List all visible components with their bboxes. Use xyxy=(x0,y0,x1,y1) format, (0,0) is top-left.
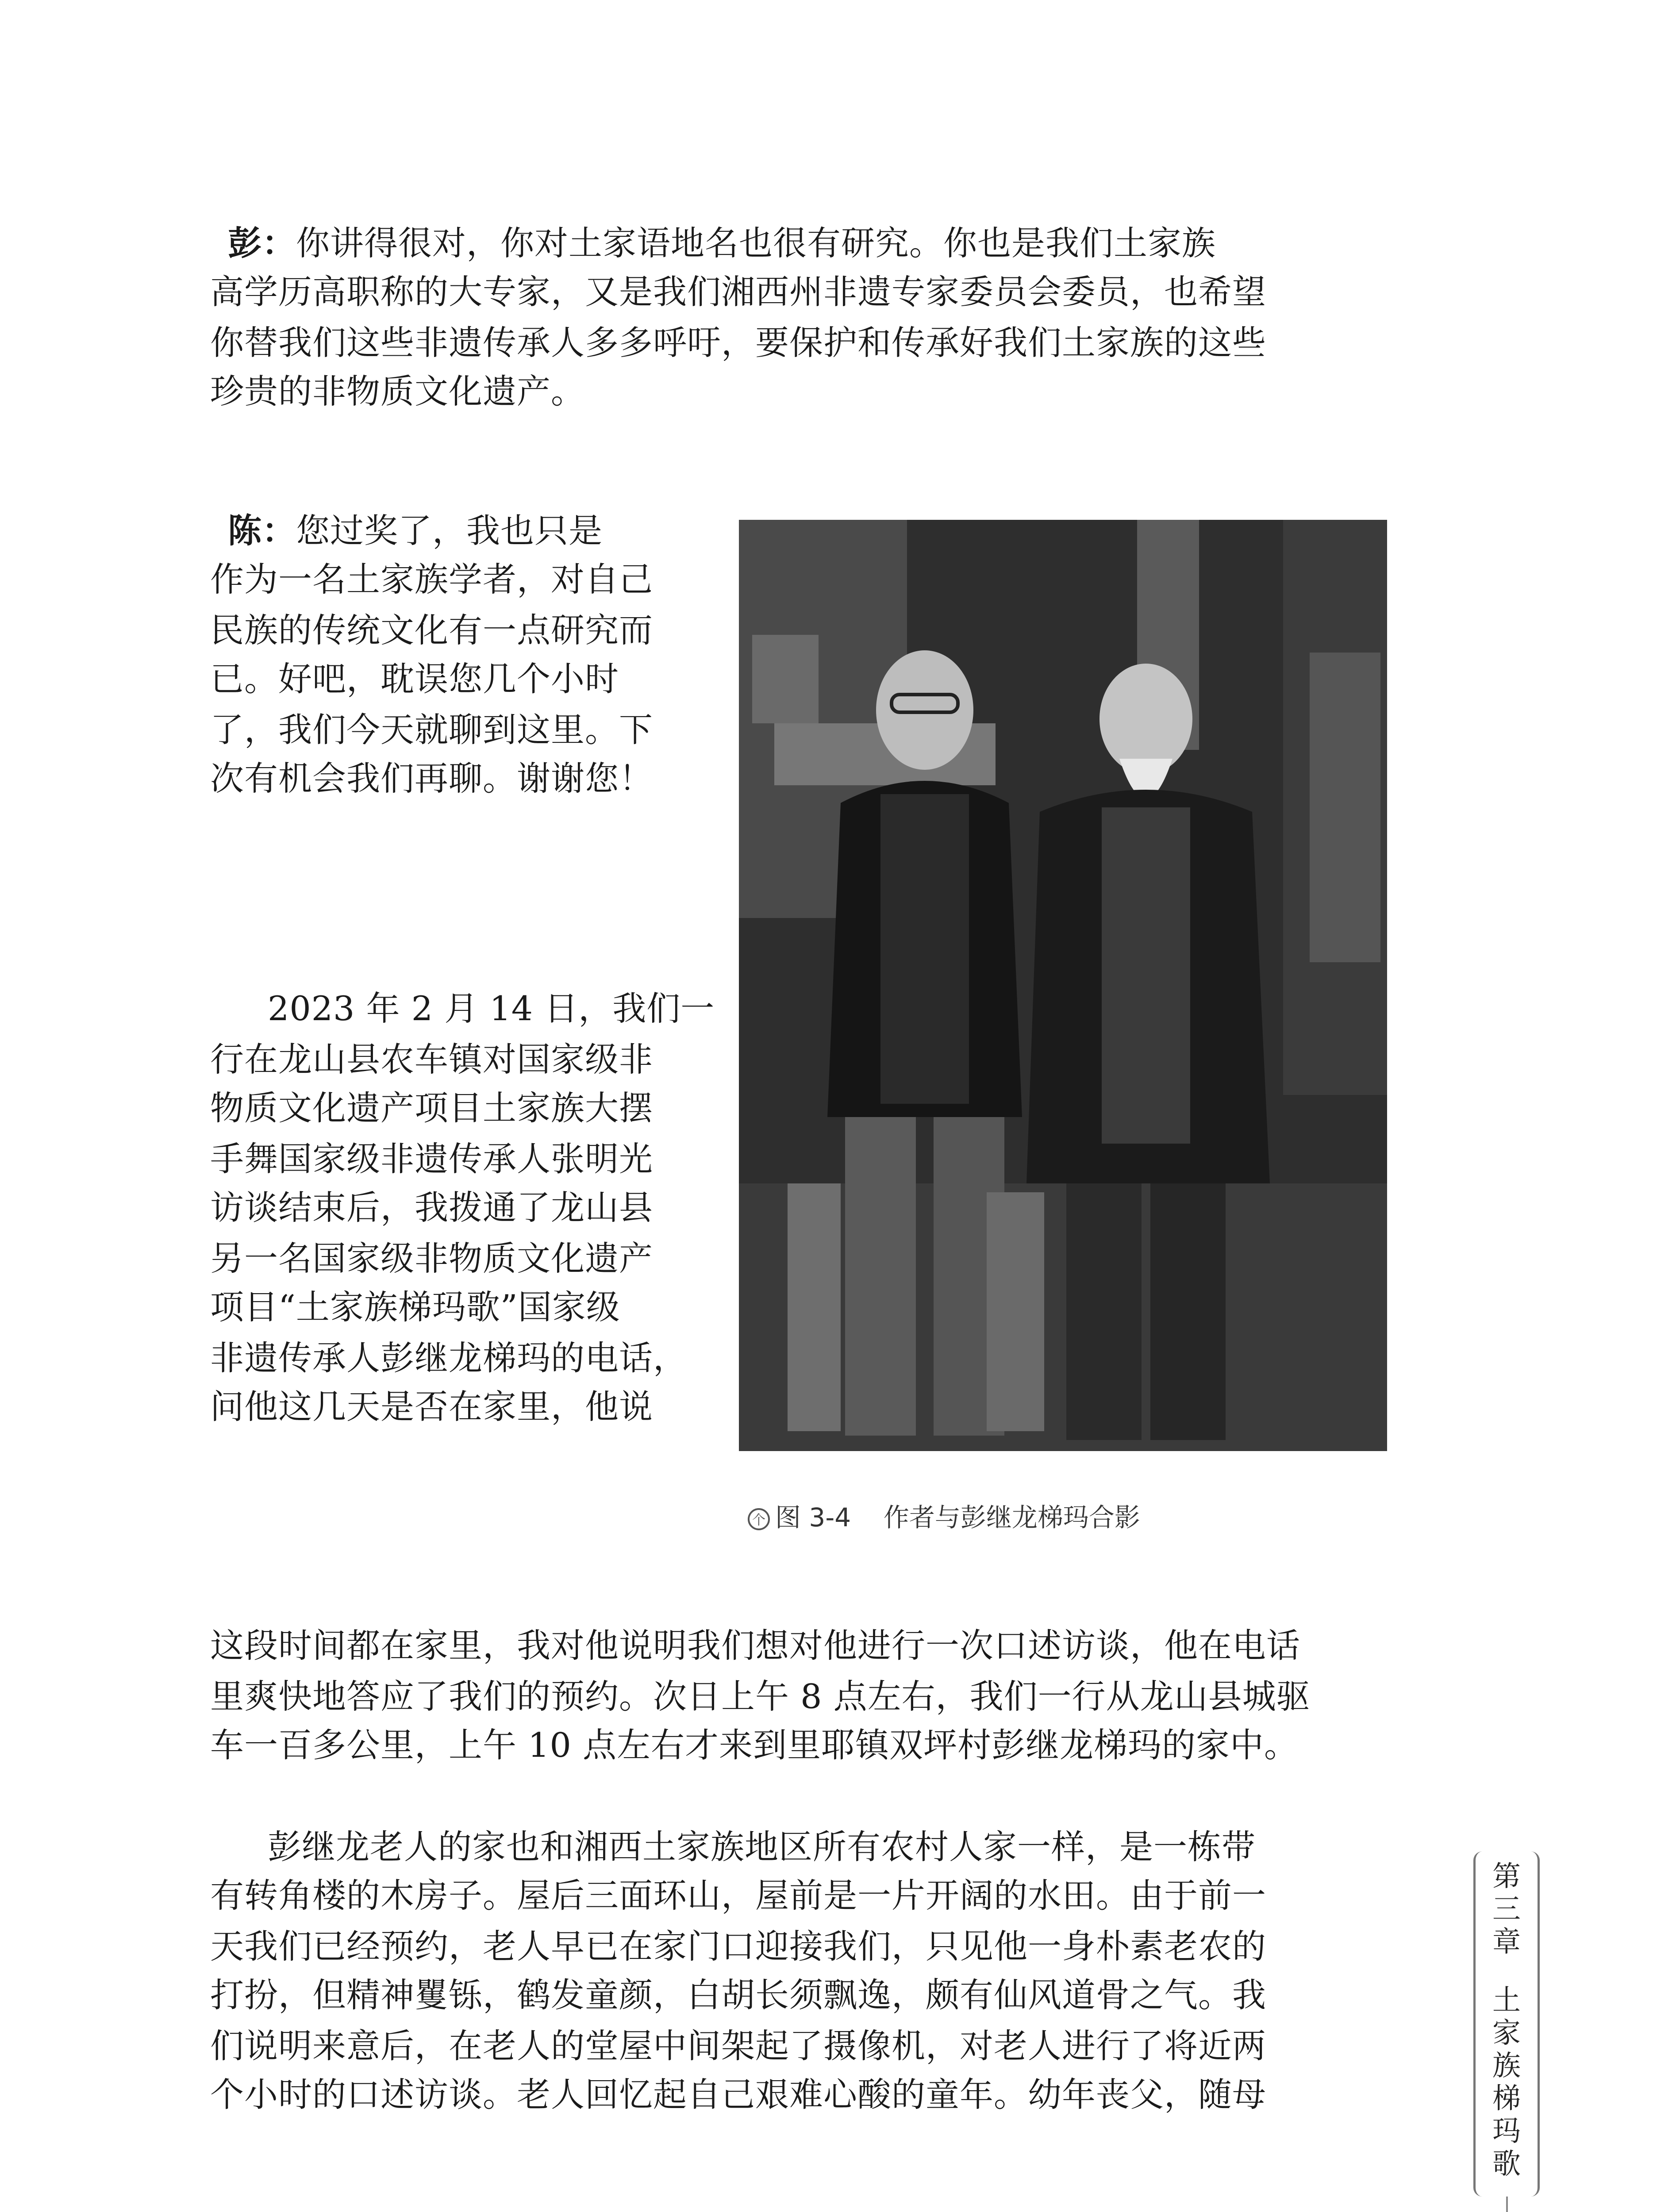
chapter-char: 三 xyxy=(1492,1893,1521,1926)
title-char: 歌 xyxy=(1492,2148,1521,2181)
photo-illustration xyxy=(739,520,1387,1451)
text-line: 手舞国家级非遗传承人张明光 xyxy=(210,1139,653,1179)
text-line: 有转角楼的木房子。屋后三面环山，屋前是一片开阔的水田。由于前一 xyxy=(210,1876,1266,1915)
text-line: 们说明来意后，在老人的堂屋中间架起了摄像机，对老人进行了将近两 xyxy=(210,2026,1266,2066)
chapter-char: 第 xyxy=(1492,1860,1521,1893)
text-line: 高学历高职称的大专家，又是我们湘西州非遗专家委员会委员，也希望 xyxy=(210,272,1266,311)
line-text: 你讲得很对，你对土家语地名也很有研究。你也是我们土家族 xyxy=(296,223,1216,263)
text-line: 已。好吧，耽误您几个小时 xyxy=(210,659,619,699)
text-line: 你替我们这些非遗传承人多多呼吁，要保护和传承好我们土家族的这些 xyxy=(210,323,1266,362)
text-line: 里爽快地答应了我们的预约。次日上午 8 点左右，我们一行从龙山县城驱 xyxy=(210,1677,1311,1716)
text-line: 民族的传统文化有一点研究而 xyxy=(210,611,653,650)
text-line: 车一百多公里，上午 10 点左右才来到里耶镇双坪村彭继龙梯玛的家中。 xyxy=(210,1725,1299,1765)
figure-caption-text: 作者与彭继龙梯玛合影 xyxy=(883,1502,1140,1532)
text-line: 另一名国家级非物质文化遗产 xyxy=(210,1239,653,1278)
text-line: 个小时的口述访谈。老人回忆起自己艰难心酸的童年。幼年丧父，随母 xyxy=(210,2075,1266,2114)
text-line: 2023 年 2 月 14 日，我们一 xyxy=(268,989,715,1028)
text-line: 作为一名土家族学者，对自己 xyxy=(210,560,653,599)
text-line: 次有机会我们再聊。谢谢您！ xyxy=(210,759,653,798)
text-line: 这段时间都在家里，我对他说明我们想对他进行一次口述访谈，他在电话 xyxy=(210,1626,1300,1665)
figure-photo xyxy=(739,520,1387,1451)
text-line: 天我们已经预约，老人早已在家门口迎接我们，只见他一身朴素老农的 xyxy=(210,1927,1266,1966)
figure-label: 图 3-4 xyxy=(775,1502,851,1532)
text-line: 访谈结束后，我拨通了龙山县 xyxy=(210,1188,653,1227)
text-line xyxy=(228,219,1216,268)
text-line: 项目“土家族梯玛歌”国家级 xyxy=(210,1287,620,1327)
figure-marker-icon: 个 xyxy=(748,1508,770,1530)
photo-frame xyxy=(752,635,819,723)
text-line: 彭继龙老人的家也和湘西土家族地区所有农村人家一样，是一栋带 xyxy=(268,1827,1256,1866)
text-line: 打扮，但精神矍铄，鹤发童颜，白胡长须飘逸，颇有仙风道骨之气。我 xyxy=(210,1975,1266,2015)
text-line xyxy=(228,507,603,555)
title-char: 土 xyxy=(1492,1984,1521,2017)
title-char: 家 xyxy=(1492,2017,1521,2050)
photo-door-panel xyxy=(1310,653,1380,962)
speaker-label: 彭： xyxy=(228,223,296,263)
text-line: 问他这几天是否在家里，他说 xyxy=(210,1387,653,1426)
chapter-char: 章 xyxy=(1492,1926,1521,1959)
title-char: 族 xyxy=(1492,2050,1521,2082)
title-char: 梯 xyxy=(1492,2082,1521,2115)
chapter-side-tab xyxy=(1473,1851,1540,2197)
text-line: 行在龙山县农车镇对国家级非 xyxy=(210,1040,653,1079)
figure-caption xyxy=(748,1500,1140,1535)
text-line: 珍贵的非物质文化遗产。 xyxy=(210,372,585,411)
line-text: 您过奖了，我也只是 xyxy=(296,511,603,550)
page-number-rule-top xyxy=(1506,2197,1508,2212)
text-line: 了，我们今天就聊到这里。下 xyxy=(210,710,653,749)
speaker-label: 陈： xyxy=(228,511,296,550)
text-line: 物质文化遗产项目土家族大摆 xyxy=(210,1088,653,1128)
title-char: 玛 xyxy=(1492,2115,1521,2148)
text-line: 非遗传承人彭继龙梯玛的电话， xyxy=(210,1338,687,1378)
